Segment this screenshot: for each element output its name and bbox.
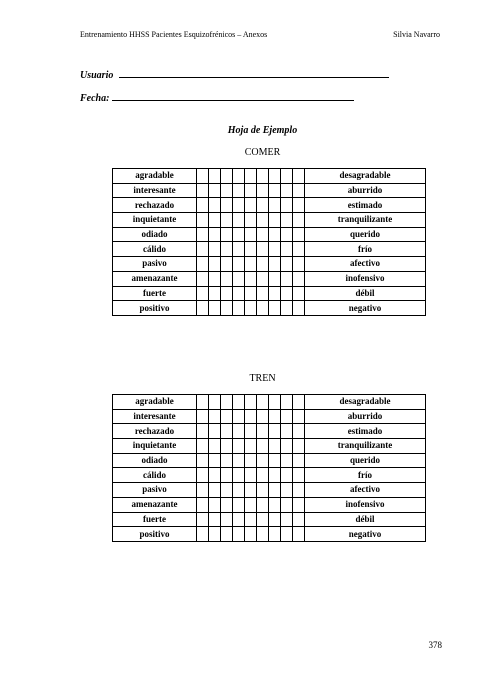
rating-cell[interactable] bbox=[233, 512, 245, 527]
rating-cell[interactable] bbox=[221, 286, 233, 301]
rating-cell[interactable] bbox=[269, 271, 281, 286]
rating-cell[interactable] bbox=[257, 483, 269, 498]
rating-cell[interactable] bbox=[197, 439, 209, 454]
right-adjective: afectivo bbox=[305, 483, 426, 498]
rating-cell[interactable] bbox=[197, 257, 209, 272]
rating-cell[interactable] bbox=[245, 257, 257, 272]
rating-cell[interactable] bbox=[257, 271, 269, 286]
rating-cell[interactable] bbox=[233, 468, 245, 483]
table-row bbox=[113, 301, 426, 316]
right-adjective: frío bbox=[305, 242, 426, 257]
left-adjective: rechazado bbox=[113, 198, 197, 213]
rating-cell[interactable] bbox=[293, 512, 305, 527]
rating-cell[interactable] bbox=[233, 227, 245, 242]
header-author: Silvia Navarro bbox=[393, 30, 440, 39]
usuario-line[interactable] bbox=[119, 68, 389, 78]
rating-cell[interactable] bbox=[197, 227, 209, 242]
rating-cell[interactable] bbox=[245, 483, 257, 498]
rating-cell[interactable] bbox=[197, 301, 209, 316]
fecha-field bbox=[80, 91, 354, 104]
rating-cell[interactable] bbox=[293, 483, 305, 498]
rating-cell[interactable] bbox=[269, 286, 281, 301]
rating-cell[interactable] bbox=[269, 395, 281, 410]
rating-cell[interactable] bbox=[233, 424, 245, 439]
rating-cell[interactable] bbox=[209, 439, 221, 454]
rating-cell[interactable] bbox=[197, 424, 209, 439]
rating-cell[interactable] bbox=[233, 453, 245, 468]
rating-cell[interactable] bbox=[221, 213, 233, 228]
section-title-comer: COMER bbox=[244, 147, 281, 158]
left-adjective: positivo bbox=[113, 301, 197, 316]
rating-cell[interactable] bbox=[281, 512, 293, 527]
table-row bbox=[113, 183, 426, 198]
right-adjective: querido bbox=[305, 453, 426, 468]
table-row bbox=[113, 468, 426, 483]
rating-cell[interactable] bbox=[293, 409, 305, 424]
rating-cell[interactable] bbox=[257, 213, 269, 228]
left-adjective: agradable bbox=[113, 169, 197, 184]
left-adjective: cálido bbox=[113, 468, 197, 483]
rating-cell[interactable] bbox=[293, 198, 305, 213]
rating-cell[interactable] bbox=[233, 301, 245, 316]
table-row bbox=[113, 512, 426, 527]
left-adjective: interesante bbox=[113, 183, 197, 198]
table-row bbox=[113, 286, 426, 301]
rating-cell[interactable] bbox=[197, 242, 209, 257]
right-adjective: aburrido bbox=[305, 183, 426, 198]
rating-cell[interactable] bbox=[269, 527, 281, 542]
page-number: 378 bbox=[428, 640, 442, 650]
rating-cell[interactable] bbox=[269, 227, 281, 242]
rating-cell[interactable] bbox=[233, 183, 245, 198]
rating-cell[interactable] bbox=[221, 424, 233, 439]
rating-cell[interactable] bbox=[245, 395, 257, 410]
rating-cell[interactable] bbox=[245, 453, 257, 468]
rating-cell[interactable] bbox=[209, 453, 221, 468]
rating-cell[interactable] bbox=[269, 439, 281, 454]
rating-cell[interactable] bbox=[197, 409, 209, 424]
rating-cell[interactable] bbox=[209, 301, 221, 316]
left-adjective: agradable bbox=[113, 395, 197, 410]
rating-cell[interactable] bbox=[257, 424, 269, 439]
rating-cell[interactable] bbox=[269, 301, 281, 316]
left-adjective: interesante bbox=[113, 409, 197, 424]
rating-cell[interactable] bbox=[221, 301, 233, 316]
left-adjective: pasivo bbox=[113, 483, 197, 498]
rating-cell[interactable] bbox=[245, 286, 257, 301]
rating-cell[interactable] bbox=[281, 439, 293, 454]
left-adjective: odiado bbox=[113, 227, 197, 242]
rating-cell[interactable] bbox=[245, 497, 257, 512]
rating-cell[interactable] bbox=[269, 257, 281, 272]
rating-cell[interactable] bbox=[293, 271, 305, 286]
rating-cell[interactable] bbox=[197, 169, 209, 184]
rating-cell[interactable] bbox=[245, 227, 257, 242]
rating-cell[interactable] bbox=[257, 257, 269, 272]
rating-cell[interactable] bbox=[281, 424, 293, 439]
rating-cell[interactable] bbox=[221, 483, 233, 498]
left-adjective: pasivo bbox=[113, 257, 197, 272]
rating-cell[interactable] bbox=[269, 512, 281, 527]
left-adjective: amenazante bbox=[113, 271, 197, 286]
rating-cell[interactable] bbox=[221, 409, 233, 424]
table-row bbox=[113, 242, 426, 257]
right-adjective: afectivo bbox=[305, 257, 426, 272]
rating-cell[interactable] bbox=[221, 183, 233, 198]
rating-cell[interactable] bbox=[293, 439, 305, 454]
rating-cell[interactable] bbox=[197, 527, 209, 542]
table-row bbox=[113, 424, 426, 439]
left-adjective: fuerte bbox=[113, 512, 197, 527]
rating-cell[interactable] bbox=[233, 497, 245, 512]
rating-cell[interactable] bbox=[293, 527, 305, 542]
rating-cell[interactable] bbox=[293, 286, 305, 301]
right-adjective: débil bbox=[305, 512, 426, 527]
semantic-differential-table-comer bbox=[112, 168, 426, 316]
rating-cell[interactable] bbox=[221, 198, 233, 213]
rating-cell[interactable] bbox=[257, 409, 269, 424]
rating-cell[interactable] bbox=[233, 169, 245, 184]
rating-cell[interactable] bbox=[293, 183, 305, 198]
left-adjective: inquietante bbox=[113, 439, 197, 454]
fecha-label: Fecha: bbox=[80, 93, 110, 104]
rating-cell[interactable] bbox=[197, 497, 209, 512]
rating-cell[interactable] bbox=[245, 213, 257, 228]
rating-cell[interactable] bbox=[221, 453, 233, 468]
rating-cell[interactable] bbox=[209, 271, 221, 286]
rating-cell[interactable] bbox=[209, 483, 221, 498]
rating-cell[interactable] bbox=[269, 198, 281, 213]
right-adjective: negativo bbox=[305, 527, 426, 542]
rating-cell[interactable] bbox=[281, 301, 293, 316]
rating-cell[interactable] bbox=[233, 198, 245, 213]
table-row bbox=[113, 409, 426, 424]
rating-cell[interactable] bbox=[293, 497, 305, 512]
rating-cell[interactable] bbox=[281, 271, 293, 286]
rating-cell[interactable] bbox=[209, 257, 221, 272]
rating-cell[interactable] bbox=[293, 169, 305, 184]
right-adjective: aburrido bbox=[305, 409, 426, 424]
rating-cell[interactable] bbox=[209, 198, 221, 213]
rating-cell[interactable] bbox=[197, 271, 209, 286]
left-adjective: fuerte bbox=[113, 286, 197, 301]
rating-cell[interactable] bbox=[257, 512, 269, 527]
rating-cell[interactable] bbox=[257, 301, 269, 316]
rating-cell[interactable] bbox=[281, 257, 293, 272]
rating-cell[interactable] bbox=[233, 213, 245, 228]
rating-cell[interactable] bbox=[257, 439, 269, 454]
header-left-text: Entrenamiento HHSS Pacientes Esquizofrénicos – Anexos bbox=[80, 30, 268, 39]
rating-cell[interactable] bbox=[209, 497, 221, 512]
rating-cell[interactable] bbox=[209, 242, 221, 257]
right-adjective: inofensivo bbox=[305, 271, 426, 286]
rating-cell[interactable] bbox=[281, 213, 293, 228]
rating-cell[interactable] bbox=[221, 527, 233, 542]
rating-cell[interactable] bbox=[197, 512, 209, 527]
rating-cell[interactable] bbox=[293, 227, 305, 242]
rating-cell[interactable] bbox=[269, 213, 281, 228]
right-adjective: tranquilizante bbox=[305, 213, 426, 228]
rating-cell[interactable] bbox=[209, 169, 221, 184]
semantic-differential-table-tren bbox=[112, 394, 426, 542]
left-adjective: amenazante bbox=[113, 497, 197, 512]
rating-cell[interactable] bbox=[209, 213, 221, 228]
rating-cell[interactable] bbox=[245, 271, 257, 286]
left-adjective: cálido bbox=[113, 242, 197, 257]
usuario-label: Usuario bbox=[80, 70, 114, 81]
rating-cell[interactable] bbox=[233, 395, 245, 410]
left-adjective: inquietante bbox=[113, 213, 197, 228]
rating-cell[interactable] bbox=[233, 242, 245, 257]
table-row bbox=[113, 527, 426, 542]
rating-cell[interactable] bbox=[209, 527, 221, 542]
rating-cell[interactable] bbox=[293, 424, 305, 439]
rating-cell[interactable] bbox=[245, 183, 257, 198]
rating-cell[interactable] bbox=[269, 183, 281, 198]
rating-cell[interactable] bbox=[269, 483, 281, 498]
rating-cell[interactable] bbox=[257, 395, 269, 410]
rating-cell[interactable] bbox=[269, 453, 281, 468]
rating-cell[interactable] bbox=[281, 468, 293, 483]
table-row bbox=[113, 453, 426, 468]
rating-cell[interactable] bbox=[197, 183, 209, 198]
rating-cell[interactable] bbox=[293, 301, 305, 316]
rating-cell[interactable] bbox=[221, 512, 233, 527]
rating-cell[interactable] bbox=[197, 213, 209, 228]
rating-cell[interactable] bbox=[281, 198, 293, 213]
rating-cell[interactable] bbox=[221, 468, 233, 483]
table-row bbox=[113, 227, 426, 242]
rating-cell[interactable] bbox=[269, 497, 281, 512]
table-row bbox=[113, 169, 426, 184]
rating-cell[interactable] bbox=[233, 439, 245, 454]
right-adjective: inofensivo bbox=[305, 497, 426, 512]
rating-cell[interactable] bbox=[245, 439, 257, 454]
rating-cell[interactable] bbox=[197, 198, 209, 213]
rating-cell[interactable] bbox=[245, 198, 257, 213]
rating-cell[interactable] bbox=[221, 169, 233, 184]
page-title: Hoja de Ejemplo bbox=[227, 125, 298, 136]
rating-cell[interactable] bbox=[209, 409, 221, 424]
rating-cell[interactable] bbox=[281, 395, 293, 410]
right-adjective: negativo bbox=[305, 301, 426, 316]
rating-cell[interactable] bbox=[281, 453, 293, 468]
rating-cell[interactable] bbox=[209, 424, 221, 439]
rating-cell[interactable] bbox=[257, 527, 269, 542]
rating-cell[interactable] bbox=[197, 395, 209, 410]
rating-cell[interactable] bbox=[269, 242, 281, 257]
table-row bbox=[113, 439, 426, 454]
rating-cell[interactable] bbox=[269, 409, 281, 424]
right-adjective: desagradable bbox=[305, 395, 426, 410]
table-row bbox=[113, 395, 426, 410]
rating-cell[interactable] bbox=[221, 439, 233, 454]
rating-cell[interactable] bbox=[269, 468, 281, 483]
left-adjective: rechazado bbox=[113, 424, 197, 439]
rating-cell[interactable] bbox=[257, 286, 269, 301]
rating-cell[interactable] bbox=[281, 227, 293, 242]
table-row bbox=[113, 483, 426, 498]
rating-cell[interactable] bbox=[221, 227, 233, 242]
rating-cell[interactable] bbox=[221, 497, 233, 512]
rating-cell[interactable] bbox=[233, 409, 245, 424]
right-adjective: desagradable bbox=[305, 169, 426, 184]
rating-cell[interactable] bbox=[197, 453, 209, 468]
rating-cell[interactable] bbox=[281, 409, 293, 424]
rating-cell[interactable] bbox=[233, 257, 245, 272]
fecha-line[interactable] bbox=[112, 91, 354, 101]
rating-cell[interactable] bbox=[293, 453, 305, 468]
rating-cell[interactable] bbox=[233, 286, 245, 301]
right-adjective: estimado bbox=[305, 198, 426, 213]
rating-cell[interactable] bbox=[281, 527, 293, 542]
rating-cell[interactable] bbox=[281, 169, 293, 184]
right-adjective: débil bbox=[305, 286, 426, 301]
left-adjective: odiado bbox=[113, 453, 197, 468]
rating-cell[interactable] bbox=[209, 468, 221, 483]
rating-cell[interactable] bbox=[257, 497, 269, 512]
rating-cell[interactable] bbox=[257, 198, 269, 213]
table-row bbox=[113, 271, 426, 286]
rating-cell[interactable] bbox=[293, 395, 305, 410]
rating-cell[interactable] bbox=[245, 242, 257, 257]
rating-cell[interactable] bbox=[197, 483, 209, 498]
rating-cell[interactable] bbox=[221, 271, 233, 286]
rating-cell[interactable] bbox=[281, 183, 293, 198]
rating-cell[interactable] bbox=[257, 242, 269, 257]
rating-cell[interactable] bbox=[245, 424, 257, 439]
rating-cell[interactable] bbox=[257, 169, 269, 184]
rating-cell[interactable] bbox=[209, 183, 221, 198]
rating-cell[interactable] bbox=[281, 497, 293, 512]
left-adjective: positivo bbox=[113, 527, 197, 542]
table-row bbox=[113, 257, 426, 272]
rating-cell[interactable] bbox=[281, 242, 293, 257]
rating-cell[interactable] bbox=[293, 257, 305, 272]
rating-cell[interactable] bbox=[245, 527, 257, 542]
rating-cell[interactable] bbox=[245, 301, 257, 316]
table-row bbox=[113, 198, 426, 213]
rating-cell[interactable] bbox=[269, 424, 281, 439]
rating-cell[interactable] bbox=[245, 468, 257, 483]
rating-cell[interactable] bbox=[209, 395, 221, 410]
rating-cell[interactable] bbox=[197, 286, 209, 301]
rating-cell[interactable] bbox=[293, 468, 305, 483]
rating-cell[interactable] bbox=[209, 512, 221, 527]
rating-cell[interactable] bbox=[233, 527, 245, 542]
right-adjective: frío bbox=[305, 468, 426, 483]
rating-cell[interactable] bbox=[233, 483, 245, 498]
rating-cell[interactable] bbox=[257, 468, 269, 483]
rating-cell[interactable] bbox=[281, 483, 293, 498]
right-adjective: estimado bbox=[305, 424, 426, 439]
rating-cell[interactable] bbox=[233, 271, 245, 286]
rating-cell[interactable] bbox=[221, 242, 233, 257]
table-row bbox=[113, 497, 426, 512]
rating-cell[interactable] bbox=[245, 512, 257, 527]
rating-cell[interactable] bbox=[269, 169, 281, 184]
rating-cell[interactable] bbox=[197, 468, 209, 483]
rating-cell[interactable] bbox=[221, 257, 233, 272]
rating-cell[interactable] bbox=[209, 227, 221, 242]
section-title-tren: TREN bbox=[249, 373, 276, 384]
rating-cell[interactable] bbox=[257, 453, 269, 468]
rating-cell[interactable] bbox=[221, 395, 233, 410]
rating-cell[interactable] bbox=[245, 409, 257, 424]
rating-cell[interactable] bbox=[293, 213, 305, 228]
rating-cell[interactable] bbox=[293, 242, 305, 257]
rating-cell[interactable] bbox=[245, 169, 257, 184]
rating-cell[interactable] bbox=[257, 227, 269, 242]
rating-cell[interactable] bbox=[209, 286, 221, 301]
right-adjective: querido bbox=[305, 227, 426, 242]
right-adjective: tranquilizante bbox=[305, 439, 426, 454]
table-row bbox=[113, 213, 426, 228]
usuario-field bbox=[80, 68, 389, 81]
rating-cell[interactable] bbox=[257, 183, 269, 198]
rating-cell[interactable] bbox=[281, 286, 293, 301]
